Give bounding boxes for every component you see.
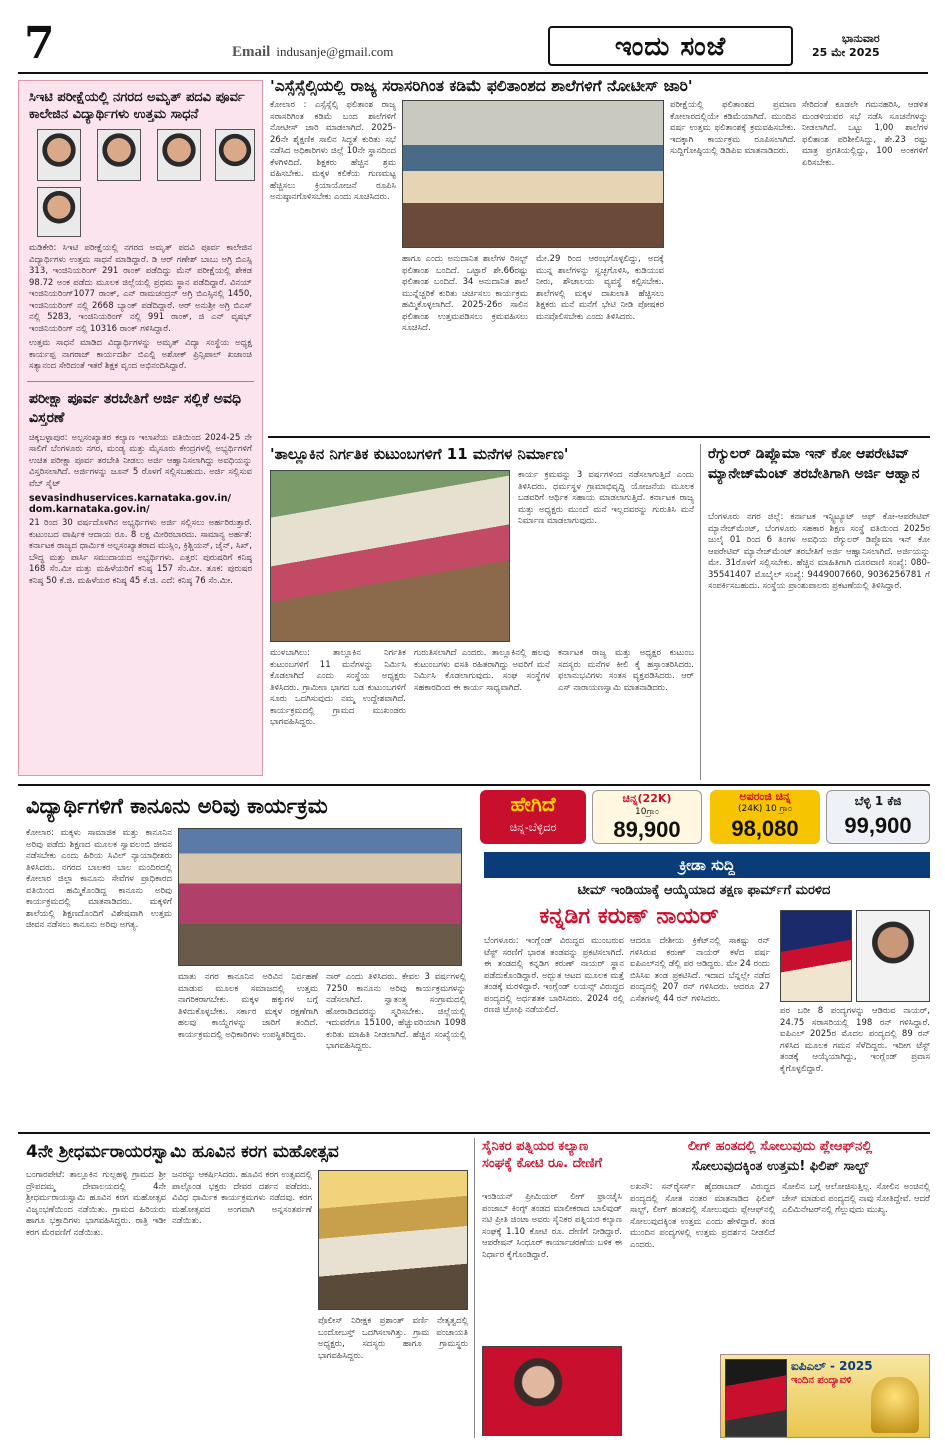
nair-portrait-photo [856, 910, 930, 1002]
training-headline: ಪರೀಕ್ಷಾ ಪೂರ್ವ ತರಬೇತಿಗೆ ಅರ್ಜಿ ಸಲ್ಲಿಕೆ ಅವಧಿ ವಿಸ್ತರಣೆ [29, 390, 242, 426]
housing-col-1: ಮುಳಬಾಗಿಲು: ತಾಲ್ಲೂಕಿನ ನಿರ್ಗತಿಕ ಕುಟುಂಬಗಳಿಗೆ 11 ಮನೆಗಳನ್ನು ನಿರ್ಮಿಸಿ ಕೊಡಲಾಗಿದೆ ಎಂದು ಸಂಸ್ಥೆಯ ಅಧ್ಯಕ್ಷರು ತಿಳಿಸಿದರು. ಗ್ರಾಮೀಣ ಭಾಗದ ಬಡ ಕುಟುಂಬಗಳಿಗೆ ಸೂರು ಒದಗಿಸುವುದು ನಮ್ಮ ಉದ್ದೇಶವಾಗಿದೆ. ಕಾರ್ಯಕ್ರಮದಲ್ಲಿ ಗ್ರಾಮದ ಮುಖಂಡರು ಭಾಗವಹಿಸಿದ್ದರು. [270, 648, 406, 727]
karaga-col-1: ಬಂಗಾರಪೇಟೆ: ತಾಲ್ಲೂಕಿನ ಗುಲ್ಲಹಳ್ಳಿ ಗ್ರಾಮದ ಶ್ರೀ ದ್ರೌಪದಮ್ಮ ದೇವಾಲಯದಲ್ಲಿ 4ನೇ ಶ್ರೀಧರ್ಮರಾಯಸ್ವಾಮಿ ಹೂವಿನ ಕರಗ ಮಹೋತ್ಸವ ವಿಜೃಂಭಣೆಯಿಂದ ನಡೆಯಿತು. ಗ್ರಾಮದ ಹಿರಿಯರು ಹಾಗೂ ಭಕ್ತಾದಿಗಳು ಭಾಗವಹಿಸಿದ್ದರು. ರಾತ್ರಿ ಇಡೀ ಕರಗ ಮೆರವಣಿಗೆ ನಡೆಯಿತು. [26, 1170, 166, 1238]
silver-value: 99,900 [844, 813, 912, 838]
sports-section-banner [484, 852, 930, 878]
student-photo-2 [97, 129, 141, 181]
email-label: Email [232, 44, 271, 60]
housing-photo [270, 470, 510, 642]
gold22-value: 89,900 [613, 817, 681, 842]
training-body: ಚಿಕ್ಕಬಳ್ಳಾಪುರ: ಅಲ್ಪಸಂಖ್ಯಾತರ ಕಲ್ಯಾಣ ಇಲಾಖೆಯ ವತಿಯಿಂದ 2024-25 ನೇ ಸಾಲಿಗೆ ಬೆಂಗಳೂರು ನಗರ, ಮಂಡ್ಯ ಮತ್ತು ಮೈಸೂರು ಕೇಂದ್ರಗಳಲ್ಲಿ ಅಭ್ಯರ್ಥಿಗಳಿಗೆ ಉಚಿತ ಪರೀಕ್ಷಾ ಪೂರ್ವ ತರಬೇತಿ ನೀಡಲು ಅರ್ಜಿ ಆಹ್ವಾನಿಸಲಾಗಿದ್ದು ಅವಧಿಯನ್ನು ವಿಸ್ತರಿಸಲಾಗಿದೆ. ಅರ್ಜಿಗಳನ್ನು ಜೂನ್ 5 ರೊಳಗೆ ಸಲ್ಲಿಸಬಹುದು. ಅರ್ಜಿ ಸಲ್ಲಿಸುವ ವೆಬ್ ಸೈಟ್ [29, 432, 252, 489]
gold24-value: 98,080 [731, 816, 799, 841]
masthead-logo: ಇಂದು ಸಂಜೆ [548, 26, 793, 66]
gold24-box [710, 790, 820, 844]
cet-headline: ಸಿಇಟಿ ಪರೀಕ್ಷೆಯಲ್ಲಿ ನಗರದ ಅಮೃತ್ ಪದವಿ ಪೂರ್ವ ಕಾಲೇಜಿನ ವಿದ್ಯಾರ್ಥಿಗಳು ಉತ್ತಮ ಸಾಧನೆ [29, 90, 245, 122]
silver-label: ಬೆಳ್ಳಿ 1 ಕೆಜಿ [854, 794, 902, 808]
rates-title: ಹೇಗಿದೆ [510, 792, 556, 816]
sports-headline-top: ಟೀಮ್ ಇಂಡಿಯಾಕ್ಕೆ ಆಯ್ಕೆಯಾದ ತಕ್ಷಣ ಫಾರ್ಮ್‌ಗೆ ಮರಳಿದ [577, 883, 831, 898]
ipl-subtitle: ಇಂದಿನ ಪಂದ್ಯಾವಳಿ [791, 1375, 852, 1386]
pink-sidebar [18, 80, 263, 776]
mid-rule [18, 784, 930, 786]
karaga-photo [318, 1170, 468, 1310]
column-divider-2 [474, 1138, 475, 1438]
salt-player-photo [725, 1359, 787, 1437]
nair-batting-photo [780, 910, 852, 1002]
soldier-headline: ಸೈನಿಕರ ಪತ್ನಿಯರ ಕಲ್ಯಾಣ ಸಂಘಕ್ಕೆ ಕೋಟಿ ರೂ. ದೇಣಿಗೆ [482, 1139, 603, 1171]
sslc-col-1: ಕೋಲಾರ : ಎಸ್ಸೆಸ್ಸೆಲ್ಸಿ ಫಲಿತಾಂಶ ರಾಜ್ಯ ಸರಾಸರಿಗಿಂತ ಕಡಿಮೆ ಬಂದ ಶಾಲೆಗಳಿಗೆ ನೋಟೀಸ್ ಜಾರಿ ಮಾಡಲಾಗಿದೆ. 2025-26ನೇ ಶೈಕ್ಷಣಿಕ ಸಾಲಿನ ಸಿದ್ಧತೆ ಕುರಿತು ಸಭೆ ನಡೆಸಿದ ಅಧಿಕಾರಿಗಳು ಜಿಲ್ಲೆ 10ನೇ ಸ್ಥಾನದಿಂದ ಕೆಳಗಿಳಿದಿದೆ. ಶಿಕ್ಷಕರು ಹೆಚ್ಚಿನ ಶ್ರಮ ವಹಿಸಬೇಕು. ಮಕ್ಕಳ ಕಲಿಕೆಯ ಗುಣಮಟ್ಟ ಹೆಚ್ಚಿಸಲು ಕ್ರಿಯಾಯೋಜನೆ ರೂಪಿಸಿ ಅನುಷ್ಠಾನಗೊಳಿಸಬೇಕು ಎಂದು ಸೂಚಿಸಿದರು. [270, 100, 396, 202]
preity-zinta-photo [482, 1346, 622, 1436]
karaga-col-3: ಪೊಲೀಸ್ ನಿರೀಕ್ಷಕ ಪ್ರಶಾಂತ್ ವರ್ಣಿ ನೇತೃತ್ವದಲ್ಲಿ ಬಂದೋಬಸ್ತ್ ಒದಗಿಸಲಾಗಿತ್ತು. ಗ್ರಾಮ ಪಂಚಾಯತಿ ಅಧ್ಯಕ್ಷರು, ಸದಸ್ಯರು ಹಾಗೂ ಗ್ರಾಮಸ್ಥರು ಭಾಗವಹಿಸಿದ್ದರು. [318, 1316, 468, 1361]
diploma-body: ಬೆಂಗಳೂರು ನಗರ ಜಿಲ್ಲೆ: ಕರ್ನಾಟಕ ಇನ್ಸ್ಟಿಟ್ಯೂಟ್ ಆಫ್ ಕೋ-ಆಪರೇಟಿವ್ ಮ್ಯಾನೇಜ್‌ಮೆಂಟ್, ಬೆಂಗಳೂರು ಸಹಕಾರ ಶಿಕ್ಷಣ ಸಂಸ್ಥೆ ವತಿಯಿಂದ 2025ರ ಜುಲೈ 01 ರಿಂದ 6 ತಿಂಗಳ ಅವಧಿಯ ರೆಗ್ಯುಲರ್ ಡಿಪ್ಲೊಮಾ ಇನ್ ಕೋ ಆಪರೇಟಿವ್ ಮ್ಯಾನೇಜ್‌ಮೆಂಟ್ ತರಬೇತಿಗೆ ಅರ್ಜಿ ಆಹ್ವಾನಿಸಲಾಗಿದೆ. ಅರ್ಜಿಯನ್ನು ಮೇ. 31ರೊಳಗೆ ಸಲ್ಲಿಸಬೇಕು. ಹೆಚ್ಚಿನ ಮಾಹಿತಿಗಾಗಿ ದೂರವಾಣಿ ಸಂಖ್ಯೆ: 080-35541407 ಮೊಬೈಲ್ ಸಂಖ್ಯೆ: 9449007660, 9036256781 ಗೆ ಸಂಪರ್ಕಿಸಬಹುದು. ಸಂಸ್ಥೆಯ ಪ್ರಾಂಶುಪಾಲರು ಪ್ರಕಟಣೆಯಲ್ಲಿ ತಿಳಿಸಿದ್ದಾರೆ. [708, 512, 930, 591]
diploma-headline: ರೆಗ್ಯುಲರ್ ಡಿಪ್ಲೊಮಾ ಇನ್ ಕೋ ಆಪರೇಟಿವ್ ಮ್ಯಾನೇಜ್‌ಮೆಂಟ್ ತರಬೇತಿಗಾಗಿ ಅರ್ಜಿ ಆಹ್ವಾನ [708, 446, 920, 482]
law-col-1: ಕೋಲಾರ: ಮಕ್ಕಳು ಸಾಮಾಜಿಕ ಮತ್ತು ಕಾನೂನಿನ ಅರಿವು ಪಡೆದು ಶಿಕ್ಷಣದ ಮೂಲಕ ಸ್ವಾವಲಂಬಿ ಜೀವನ ನಡೆಸಬೇಕು ಎಂದು ಹಿರಿಯ ಸಿವಿಲ್ ನ್ಯಾಯಾಧೀಶರು ತಿಳಿಸಿದರು. ನಗರದ ಬಾಲಕರ ಬಾಲ ಮಂದಿರದಲ್ಲಿ ಕೋಲಾರ ಜಿಲ್ಲಾ ಕಾನೂನು ಸೇವೆಗಳ ಪ್ರಾಧಿಕಾರದ ವತಿಯಿಂದ ಹಮ್ಮಿಕೊಂಡಿದ್ದ ಕಾನೂನು ಅರಿವು ಕಾರ್ಯಕ್ರಮದಲ್ಲಿ ಮಾತನಾಡಿದರು. ಮಕ್ಕಳಿಗೆ ಶಾಲೆಯಲ್ಲಿ ಶಿಕ್ಷಣದೊಂದಿಗೆ ವಿಶೇಷವಾಗಿ ಉತ್ತಮ ಜೀವನ ನಡೆಸಲು ಕಾನೂನು ಅರಿವು ಅಗತ್ಯ. [26, 828, 172, 930]
sslc-col-2: ಹಾಗೂ ಎಂದು ಅನುದಾನಿತ ಶಾಲೆಗಳ ರಿಸಲ್ಟ್ ಫಲಿತಾಂಶ ಬಂದಿದೆ. ಒಟ್ಟಾರೆ ಶೇ.66ರಷ್ಟು ಫಲಿತಾಂಶ ಬಂದಿದೆ. 34 ಅನುದಾನಿತ ಶಾಲೆ ಮುನ್ನೆಚ್ಚರಿಕೆ ಕುರಿತು ಚರ್ಚಿಸಲು ಕಾರ್ಯಕ್ರಮ ಹಮ್ಮಿಕೊಳ್ಳಲಾಗಿದೆ. 2025-26ರ ಸಾಲಿನ ಫಲಿತಾಂಶ ಉತ್ತಮಪಡಿಸಲು ಕ್ರಮವಹಿಸಲು ಸೂಚಿಸಿದೆ. [402, 254, 528, 333]
sports-headline-big: ಕನ್ನಡಿಗ ಕರುಣ್ ನಾಯರ್ [539, 904, 719, 929]
sslc-col-4: ಪರೀಕ್ಷೆಯಲ್ಲಿ ಫಲಿತಾಂಶದ ಪ್ರಮಾಣ ಕೋಲಾರದಲ್ಲಿಯೇ ಕಡಿಮೆಯಾಗಿದೆ. ಮುಂದಿನ ವರ್ಷ ಉತ್ತಮ ಫಲಿತಾಂಶಕ್ಕೆ ಕ್ರಮವಹಿಸಬೇಕು. ಇದಕ್ಕಾಗಿ ಕಾರ್ಯಕ್ರಮ ರೂಪಿಸಲಾಗಿದೆ. ಸುದ್ದಿಗೋಷ್ಠಿಯಲ್ಲಿ ಡಿಡಿಪಿಐ ಮಾತನಾಡಿದರು. [670, 100, 796, 156]
student-photo-4 [215, 129, 255, 181]
ipl-title: ಐಪಿಎಲ್ - 2025 [791, 1359, 873, 1373]
date-label: 25 ಮೇ 2025 [812, 46, 880, 59]
column-divider [700, 444, 701, 780]
cet-body-2: ಉತ್ತಮ ಸಾಧನೆ ಮಾಡಿದ ವಿದ್ಯಾರ್ಥಿಗಳನ್ನು ಅಮೃತ್ ವಿದ್ಯಾ ಸಂಸ್ಥೆಯ ಅಧ್ಯಕ್ಷ ಕಾರ್ಯಪ್ಪ ನಾಗರಾಜ್ ಕಾರ್ಯದರ್ಶಿ ಬಿಎಲ್ಪಿ ಅಶೋಕ್ ಪ್ರಿನ್ಸಿಪಾಲ್ ಖಜಾಂಚಿ ಸತ್ಯಾನಂದ ಸೇರಿದಂತೆ ಇತರೆ ಶಿಕ್ಷಕ ವೃಂದ ಅಭಿನಂದಿಸಿದ್ದಾರೆ. [29, 338, 252, 371]
ipl-promo-box [720, 1354, 930, 1438]
student-photo-3 [157, 129, 201, 181]
sslc-meeting-photo [402, 100, 664, 248]
sports-section-title: ಕ್ರೀಡಾ ಸುದ್ದಿ [679, 856, 735, 874]
gold22-box [592, 790, 702, 844]
law-col-3: ನಾರ್ ಎಂದು ತಿಳಿಸಿದರು. ಕೇವಲ 3 ವರ್ಷಗಳಲ್ಲಿ 7250 ಕಾನೂನು ಅರಿವು ಕಾರ್ಯಕ್ರಮಗಳನ್ನು ನಡೆಸಲಾಗಿದೆ. ಸ್ವಾತಂತ್ರ್ಯ ಸಂಗ್ರಾಮದಲ್ಲಿ ಹೋರಾಡಿದವರನ್ನು ಸ್ಮರಿಸಬೇಕು. ಜಿಲ್ಲೆಯಲ್ಲಿ ಇದುವರೆಗೂ 15100, ಹೆಚ್ಚುವರಿಯಾಗಿ 1098 ಕುರಿತು ಮಾಹಿತಿ ನೀಡಲಾಗಿದೆ. ಹೆಚ್ಚಿನ ಸಂಖ್ಯೆಯಲ್ಲಿ ಭಾಗವಹಿಸಿದ್ದರು. [326, 972, 466, 1051]
dateline [812, 32, 880, 60]
gold24-label: ಅಪರಂಜಿ ಚಿನ್ನ [739, 790, 791, 803]
sports-col-2: ಆದರೂ ದೇಶೀಯ ಕ್ರಿಕೆಟ್‌ನಲ್ಲಿ ಸಾಕಷ್ಟು ರನ್ ಗಳಿಸಿರುವ ಕರುಣ್ ನಾಯರ್ ಕಳೆದ ವರ್ಷ ಐಪಿಎಲ್‌ನಲ್ಲಿ ಡೆಲ್ಲಿ ಪರ ಆಡಿದ್ದರು. ಮೇ 24 ರಂದು ಬಿಸಿಸಿಐ ತಂಡ ಪ್ರಕಟಿಸಿದೆ. ಇದಾದ ಬೆನ್ನಲ್ಲೇ ನಡೆದ ಪಂದ್ಯದಲ್ಲಿ 207 ರನ್ ಗಳಿಸಿದರು. ಆದರೂ 27 ಎಸೆತಗಳಲ್ಲಿ 44 ರನ್ ಗಳಿಸಿದರು. [630, 936, 770, 1004]
ipl-trophy-icon [871, 1377, 919, 1433]
gold22-label: ಚಿನ್ನ(22K) [622, 792, 672, 805]
sslc-rule [268, 436, 930, 438]
karaga-col-2: ಜನರನ್ನು ಆಕರ್ಷಿಸಿದರು. ಹೂವಿನ ಕರಗ ಉತ್ಸವದಲ್ಲಿ ಪಾಲ್ಗೊಂಡ ಭಕ್ತರು ದೇವರ ದರ್ಶನ ಪಡೆದರು. ವಿವಿಧ ಧಾರ್ಮಿಕ ಕಾರ್ಯಕ್ರಮಗಳು ನಡೆದವು. ಕರಗ ಮಹೋತ್ಸವದ ಅಂಗವಾಗಿ ಅನ್ನಸಂತರ್ಪಣೆ ನಡೆಯಿತು. [172, 1170, 312, 1226]
sslc-col-5: ಸೇರಿದಂತೆ ಕೂಡಲೇ ಗಮನಹರಿಸಿ, ಆಡಳಿತ ಮಂಡಳಿಯವರ ಸಭೆ ನಡೆಸಿ ಸೂಚನೆಗಳನ್ನು ನೀಡಲಾಗಿದೆ. ಒಟ್ಟು 1,00 ಶಾಲೆಗಳ ಫಲಿತಾಂಶ ಪರಿಶೀಲಿಸಿದ್ದು, ಶೇ.23 ರಷ್ಟು ಮಾತ್ರ ಪ್ರಗತಿಯಲ್ಲಿದ್ದು, 100 ಅಂಕಗಳಿಗೆ ಏರಿಸಬೇಕು. [802, 100, 928, 168]
law-group-photo [178, 828, 462, 966]
training-eligibility: 21 ರಿಂದ 30 ವರ್ಷದೊಳಗಿನ ಅಭ್ಯರ್ಥಿಗಳು ಅರ್ಜಿ ಸಲ್ಲಿಸಲು ಅರ್ಹರಿರುತ್ತಾರೆ. ಕುಟುಂಬದ ವಾರ್ಷಿಕ ಆದಾಯ ರೂ. 8 ಲಕ್ಷ ಮೀರಿರಬಾರದು. ಸಾಮಾನ್ಯ ಅರ್ಹತೆ: ಕರ್ನಾಟಕ ರಾಜ್ಯದ ಧಾರ್ಮಿಕ ಅಲ್ಪಸಂಖ್ಯಾತರಾದ ಮುಸ್ಲಿಂ, ಕ್ರಿಶ್ಚಿಯನ್, ಜೈನ್, ಸಿಖ್, ಬೌದ್ಧ ಮತ್ತು ಪಾರ್ಸಿ ಸಮುದಾಯದ ಅಭ್ಯರ್ಥಿಗಳು. ಎತ್ತರ: ಪುರುಷರಿಗೆ ಕನಿಷ್ಠ 168 ಸೆಂ.ಮೀ ಮತ್ತು ಮಹಿಳೆಯರಿಗೆ ಕನಿಷ್ಠ 157 ಸೆಂ.ಮೀ. ತೂಕ: ಪುರುಷರ ಕನಿಷ್ಠ 50 ಕೆ.ಜಿ. ಮಹಿಳೆಯರ ಕನಿಷ್ಠ 45 ಕೆ.ಜಿ. ಎದೆ: ಕನಿಷ್ಠ 76 ಸೆಂ.ಮೀ. [29, 518, 252, 586]
karaga-headline: 4ನೇ ಶ್ರೀಧರ್ಮರಾಯರಸ್ವಾಮಿ ಹೂವಿನ ಕರಗ ಮಹೋತ್ಸವ [26, 1142, 339, 1162]
housing-col-2: ಗುರುತಿಸಲಾಗಿದೆ ಎಂದರು. ತಾಲ್ಲೂಕಿನಲ್ಲಿ ಹಲವು ಕುಟುಂಬಗಳು ವಸತಿ ರಹಿತರಾಗಿದ್ದು ಅವರಿಗೆ ಮನೆ ನಿರ್ಮಿಸಿ ಕೊಡಲಾಗುವುದು. ಸಂಘ ಸಂಸ್ಥೆಗಳ ಸಹಕಾರದಿಂದ ಈ ಕಾರ್ಯ ಸಾಧ್ಯವಾಗಿದೆ. [414, 648, 550, 693]
housing-col-3: ಕರ್ನಾಟಕ ರಾಜ್ಯ ಮತ್ತು ಅಧ್ಯಕ್ಷರ ಕುಟುಂಬ ಸದಸ್ಯರು ಮನೆಗಳ ಕೀಲಿ ಕೈ ಹಸ್ತಾಂತರಿಸಿದರು. ಫಲಾನುಭವಿಗಳು ಸಂತಸ ವ್ಯಕ್ತಪಡಿಸಿದರು. ಆರ್ ಎಸ್ ನಾರಾಯಣಸ್ವಾಮಿ ಮಾತನಾಡಿದರು. [558, 648, 694, 693]
housing-headline: 'ತಾಲ್ಲೂಕಿನ ನಿರ್ಗತಿಕ ಕುಟುಂಬಗಳಿಗೆ 11 ಮನೆಗಳ ನಿರ್ಮಾಣ' [270, 445, 569, 463]
silver-box [826, 790, 930, 844]
rates-title-badge [480, 790, 586, 844]
gold22-unit: 10ಗ್ರಾಂ [635, 807, 659, 817]
salt-headline-b: ಸೋಲುವುದಕ್ಕಿಂತ ಉತ್ತಮ! ಫಿಲಿಪ್ ಸಾಲ್ಟ್ [691, 1159, 869, 1174]
cet-body: ಮಡಿಕೇರಿ: ಸಿಇಟಿ ಪರೀಕ್ಷೆಯಲ್ಲಿ ನಗರದ ಅಮೃತ್ ಪದವಿ ಪೂರ್ವ ಕಾಲೇಜಿನ ವಿದ್ಯಾರ್ಥಿಗಳು ಉತ್ತಮ ಸಾಧನೆ ಮಾಡಿದ್ದಾರೆ. ಡಿ ಆರ್ ಗಣೇಶ್ ಬಾಬು ಅಗ್ರಿ ಬಿಎಸ್ಸಿ 313, ಇಂಜಿನಿಯರಿಂಗ್ 291 ರಾಂಕ್ ಪಡೆದಿದ್ದು ಮೆನ್ ಪರೀಕ್ಷೆಯಲ್ಲಿ ಶೇಕಡ 98.72 ಅಂಕ ಪಡೆದು ಮೂಲಕ ಜಿಲ್ಲೆಯಲ್ಲಿ ಪ್ರಥಮ ಸ್ಥಾನ ಪಡೆದಿದ್ದಾರೆ. ವಿನಯ್ ಇಂಜಿನಿಯರಿಂಗ್1077 ರಾಂಕ್, ಎನ್ ರಾಮಚಂದ್ರನ್ ಅಗ್ರಿ ಬಿಎಸ್ಸಿನಲ್ಲಿ 1450, ಇಂಜಿನಿಯರಿಂಗ್ ನಲ್ಲಿ 2668 ಬ್ಯಾಂಕ್ ಪಡೆದಿದ್ದಾರೆ. ಆರ್ ಅನುಶ್ರೀ ಅಗ್ರಿ ಬಿಎಸ್ ನಲ್ಲಿ 5283, ಇಂಜಿನಿಯರಿಂಗ್ ನಲ್ಲಿ 991 ರಾಂಕ್, ಜಿ ಎನ್ ವೃಷಭ್ ಇಂಜಿನಿಯರಿಂಗ್ ನಲ್ಲಿ 10316 ರಾಂಕ್ ಗಳಿಸಿದ್ದಾರೆ. [29, 243, 252, 334]
header-rule [18, 72, 928, 74]
salt-headline-a: ಲೀಗ್ ಹಂತದಲ್ಲಿ ಸೋಲುವುದು ಪ್ಲೇಆಫ್‌ನಲ್ಲಿ [687, 1139, 873, 1154]
salt-col-2: ಸೋಲಿನ ಬಗ್ಗೆ ಆಲೋಚಿಸುತ್ತಿಲ್ಲ. ಸೋಲಿನ ಅಂಚಿನಲ್ಲಿ ಚೇಸ್ ಮಾಡುವ ಪಂದ್ಯದಲ್ಲಿ ನಾವು ಸೋತಿದ್ದೇವೆ. ಆದರೆ ಎಲಿಮಿನೇಟರ್‌ನಲ್ಲಿ ಗೆಲ್ಲುವುದು ಮುಖ್ಯ. [782, 1182, 930, 1215]
rates-subtitle: ಚಿನ್ನ-ಬೆಳ್ಳಿದರ [509, 821, 557, 834]
url-line-2[interactable]: dom.karnataka.gov.in/ [29, 504, 150, 515]
law-headline: ವಿದ್ಯಾರ್ಥಿಗಳಿಗೆ ಕಾನೂನು ಅರಿವು ಕಾರ್ಯಕ್ರಮ [26, 794, 328, 818]
sports-col-1: ಬೆಂಗಳೂರು: ಇಂಗ್ಲೆಂಡ್ ವಿರುದ್ಧದ ಮುಂಬರುವ ಟೆಸ್ಟ್ ಸರಣಿಗೆ ಭಾರತ ತಂಡವನ್ನು ಪ್ರಕಟಿಸಲಾಗಿದೆ. ಈ ತಂಡದಲ್ಲಿ ಕನ್ನಡಿಗ ಕರುಣ್ ನಾಯರ್ ಸ್ಥಾನ ಪಡೆದುಕೊಂಡಿದ್ದಾರೆ. ಅದ್ಭುತ ಆಟದ ಮೂಲಕ ಮತ್ತೆ ತಂಡಕ್ಕೆ ಮರಳಿದ್ದಾರೆ. ಇಂಗ್ಲೆಂಡ್ ಲಯನ್ಸ್ ವಿರುದ್ಧದ ಪಂದ್ಯದಲ್ಲಿ ಅರ್ಧಶತಕ ಬಾರಿಸಿದರು. 2024 ರಲ್ಲಿ ರಣಜಿ ಟ್ರೋಫಿ ನಡೆಯಲಿದೆ. [484, 936, 624, 1015]
sslc-headline: 'ಎಸ್ಸೆಸ್ಸೆಲ್ಸಿಯಲ್ಲಿ ರಾಜ್ಯ ಸರಾಸರಿಗಿಂತ ಕಡಿಮೆ ಫಲಿತಾಂಶದ ಶಾಲೆಗಳಿಗೆ ನೋಟೀಸ್ ಜಾರಿ' [270, 77, 693, 95]
student-photos [27, 127, 254, 239]
page-number: 7 [24, 18, 55, 69]
salt-col-1: ಲಖನೌ: ಸನ್‌ರೈಸರ್ಸ್ ಹೈದರಾಬಾದ್ ವಿರುದ್ಧದ ಪಂದ್ಯದಲ್ಲಿ ಸೋತ ನಂತರ ಮಾತನಾಡಿದ ಫಿಲಿಪ್ ಸಾಲ್ಟ್, ಲೀಗ್ ಹಂತದಲ್ಲಿ ಸೋಲುವುದು ಪ್ಲೇಆಫ್‌ನಲ್ಲಿ ಸೋಲುವುದಕ್ಕಿಂತ ಉತ್ತಮ ಎಂದು ಹೇಳಿದ್ದಾರೆ. ತಂಡ ಮುಂದಿನ ಪಂದ್ಯಗಳಲ್ಲಿ ಉತ್ತಮ ಪ್ರದರ್ಶನ ನೀಡಲಿದೆ ಎಂದರು. [630, 1182, 775, 1250]
section-divider [27, 381, 254, 382]
sports-col-3: ಪರ ಬರೀ 8 ಪಂದ್ಯಗಳನ್ನು ಆಡಿರುವ ನಾಯರ್, 24.75 ಸರಾಸರಿಯಲ್ಲಿ 198 ರನ್ ಗಳಿಸಿದ್ದಾರೆ. ಐಪಿಎಲ್ 2025ರ ಮೊದಲ ಪಂದ್ಯದಲ್ಲಿ 89 ರನ್ ಗಳಿಸಿದ ಮೂಲಕ ಗಮನ ಸೆಳೆದಿದ್ದರು. ಇದೀಗ ಟೆಸ್ಟ್ ತಂಡಕ್ಕೆ ಆಯ್ಕೆಯಾಗಿದ್ದು, ಇಂಗ್ಲೆಂಡ್ ಪ್ರವಾಸ ಕೈಗೊಳ್ಳಲಿದ್ದಾರೆ. [780, 1006, 930, 1074]
email-address[interactable]: indusanje@gmail.com [276, 44, 394, 59]
law-col-2: ಮಾತು ನಗರ ಕಾನೂನಿನ ಅರಿವಿನ ನಿರ್ವಹಣೆ ಮಾಡುವ ಮೂಲಕ ಸಮಾಜದಲ್ಲಿ ಉತ್ತಮ ನಾಗರಿಕರಾಗಬೇಕು. ಮಕ್ಕಳ ಹಕ್ಕುಗಳ ಬಗ್ಗೆ ತಿಳಿದುಕೊಳ್ಳಬೇಕು. ಸರ್ಕಾರ ಮಕ್ಕಳ ರಕ್ಷಣೆಗಾಗಿ ಹಲವು ಕಾಯ್ದೆಗಳನ್ನು ಜಾರಿಗೆ ತಂದಿದೆ. ಕಾರ್ಯಕ್ರಮದಲ್ಲಿ ಅಧಿಕಾರಿಗಳು ಉಪಸ್ಥಿತರಿದ್ದರು. [178, 972, 318, 1040]
email-line [232, 44, 393, 61]
lower-rule [18, 1132, 930, 1134]
day-label: ಭಾನುವಾರ [841, 32, 880, 45]
url-line-1[interactable]: sevasindhuservices.karnataka.gov.in/ [29, 493, 231, 504]
housing-side: ಕಾರ್ಯ ಕ್ರಮವನ್ನು 3 ವರ್ಷಗಳಿಂದ ನಡೆಸಲಾಗುತ್ತಿದೆ ಎಂದು ತಿಳಿಸಿದರು. ಧರ್ಮಸ್ಥಳ ಗ್ರಾಮಾಭಿವೃದ್ಧಿ ಯೋಜನೆಯ ಮೂಲಕ ಬಡವರಿಗೆ ಆರ್ಥಿಕ ಸಹಾಯ ಮಾಡಲಾಗುತ್ತಿದೆ. ಕರ್ನಾಟಕ ರಾಜ್ಯ ಮತ್ತು ಅಧ್ಯಕ್ಷರು ಮುಂದೆ ಮನೆ ಇಲ್ಲದವರನ್ನು ಗುರುತಿಸಿ ಮನೆ ನಿರ್ಮಾಣ ಮಾಡಲಾಗುವುದು. [518, 470, 694, 526]
soldier-body: ಇಂಡಿಯನ್ ಪ್ರೀಮಿಯರ್ ಲೀಗ್ ಫ್ರಾಂಚೈಸಿ ಪಂಜಾಬ್ ಕಿಂಗ್ಸ್ ತಂಡದ ಮಾಲೀಕರಾದ ಬಾಲಿವುಡ್ ನಟಿ ಪ್ರೀತಿ ಜಿಂಟಾ ಅವರು ಸೈನಿಕರ ಪತ್ನಿಯರ ಕಲ್ಯಾಣ ಸಂಘಕ್ಕೆ 1.10 ಕೋಟಿ ರೂ. ದೇಣಿಗೆ ನೀಡಿದ್ದಾರೆ. ಆಪರೇಷನ್ ಸಿಂಧೂರ್ ಕಾರ್ಯಾಚರಣೆಯ ಬಳಿಕ ಈ ನಿರ್ಧಾರ ಕೈಗೊಂಡಿದ್ದಾರೆ. [482, 1192, 622, 1260]
student-photo-1 [37, 129, 81, 181]
student-photo-5 [37, 187, 81, 237]
gold24-unit: (24K) 10 ಗ್ರಾಂ [738, 804, 792, 814]
sslc-col-3: ಮೇ.29 ರಿಂದ ಆರಂಭಗೊಳ್ಳಲಿದ್ದು, ಅದಕ್ಕೆ ಮುನ್ನ ಶಾಲೆಗಳನ್ನು ಸ್ವಚ್ಛಗೊಳಿಸಿ, ಕುಡಿಯುವ ನೀರು, ಶೌಚಾಲಯ ವ್ಯವಸ್ಥೆ ಕಲ್ಪಿಸಬೇಕು. ಶಾಲೆಗಳಲ್ಲಿ ಮಕ್ಕಳ ದಾಖಲಾತಿ ಹೆಚ್ಚಿಸಲು ಶಿಕ್ಷಕರು ಮನೆ ಮನೆಗೆ ಭೇಟಿ ನೀಡಿ ಪೋಷಕರ ಮನವೊಲಿಸಬೇಕು ಎಂದು ತಿಳಿಸಿದರು. [536, 254, 664, 322]
